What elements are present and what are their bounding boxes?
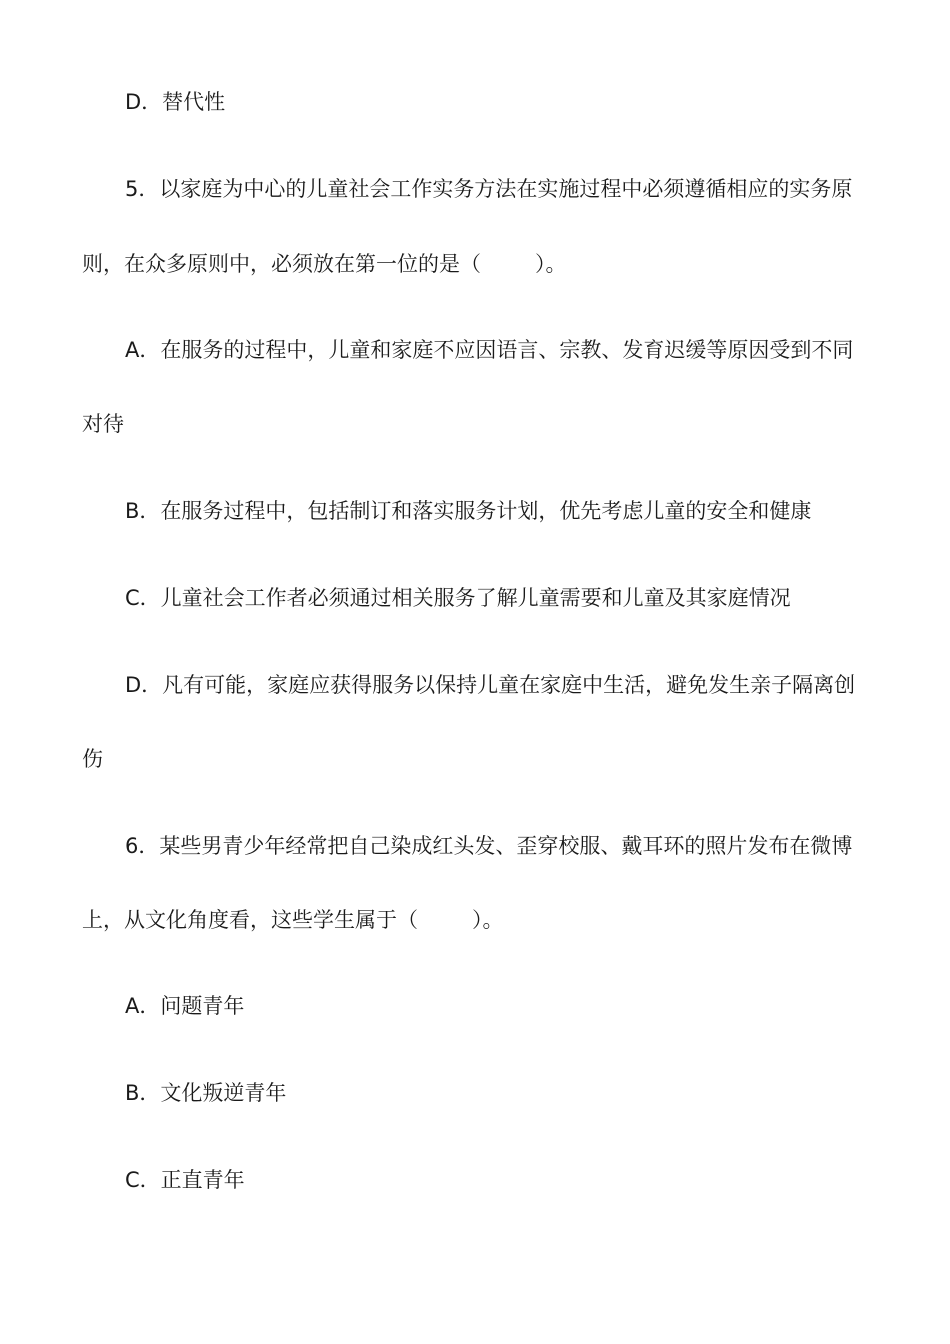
q5-option-b-text: B．在服务过程中，包括制订和落实服务计划，优先考虑儿童的安全和健康 — [125, 499, 812, 523]
q6-option-a — [125, 992, 872, 1020]
q4-option-d-text: D．替代性 — [125, 90, 226, 114]
q5-stem-line1-text: 5．以家庭为中心的儿童社会工作实务方法在实施过程中必须遵循相应的实务原 — [125, 177, 853, 201]
q5-stem-line1 — [125, 175, 872, 203]
q4-option-d — [125, 88, 872, 116]
q5-option-b — [125, 497, 872, 525]
q6-stem-line2-after: ）。 — [472, 908, 504, 932]
q5-option-d-line2 — [82, 745, 872, 773]
q5-option-d-line2-text: 伤 — [82, 747, 103, 771]
q5-option-c — [125, 584, 872, 612]
q6-option-b-text: B．文化叛逆青年 — [125, 1081, 287, 1105]
q5-option-a-line1 — [125, 336, 872, 364]
q6-option-c-text: C．正直青年 — [125, 1168, 245, 1192]
q5-option-c-text: C．儿童社会工作者必须通过相关服务了解儿童需要和儿童及其家庭情况 — [125, 586, 791, 610]
q6-option-c — [125, 1166, 872, 1194]
q6-stem-line1 — [125, 832, 872, 860]
q5-option-a-line1-text: A．在服务的过程中，儿童和家庭不应因语言、宗教、发育迟缓等原因受到不同 — [125, 338, 854, 362]
q5-stem-line2-after: ）。 — [535, 252, 567, 276]
q5-option-a-line2 — [82, 410, 872, 438]
q5-stem-line2 — [82, 250, 872, 278]
q5-stem-line2-before: 则，在众多原则中，必须放在第一位的是（ — [82, 252, 481, 276]
q5-option-d-line1-text: D．凡有可能，家庭应获得服务以保持儿童在家庭中生活，避免发生亲子隔离创 — [125, 673, 856, 697]
q6-option-b — [125, 1079, 872, 1107]
q5-option-d-line1 — [125, 671, 872, 699]
q6-stem-line2 — [82, 906, 872, 934]
q5-option-a-line2-text: 对待 — [82, 412, 124, 436]
q6-option-a-text: A．问题青年 — [125, 994, 245, 1018]
q6-stem-line2-before: 上，从文化角度看，这些学生属于（ — [82, 908, 418, 932]
q6-stem-line1-text: 6．某些男青少年经常把自己染成红头发、歪穿校服、戴耳环的照片发布在微博 — [125, 834, 853, 858]
